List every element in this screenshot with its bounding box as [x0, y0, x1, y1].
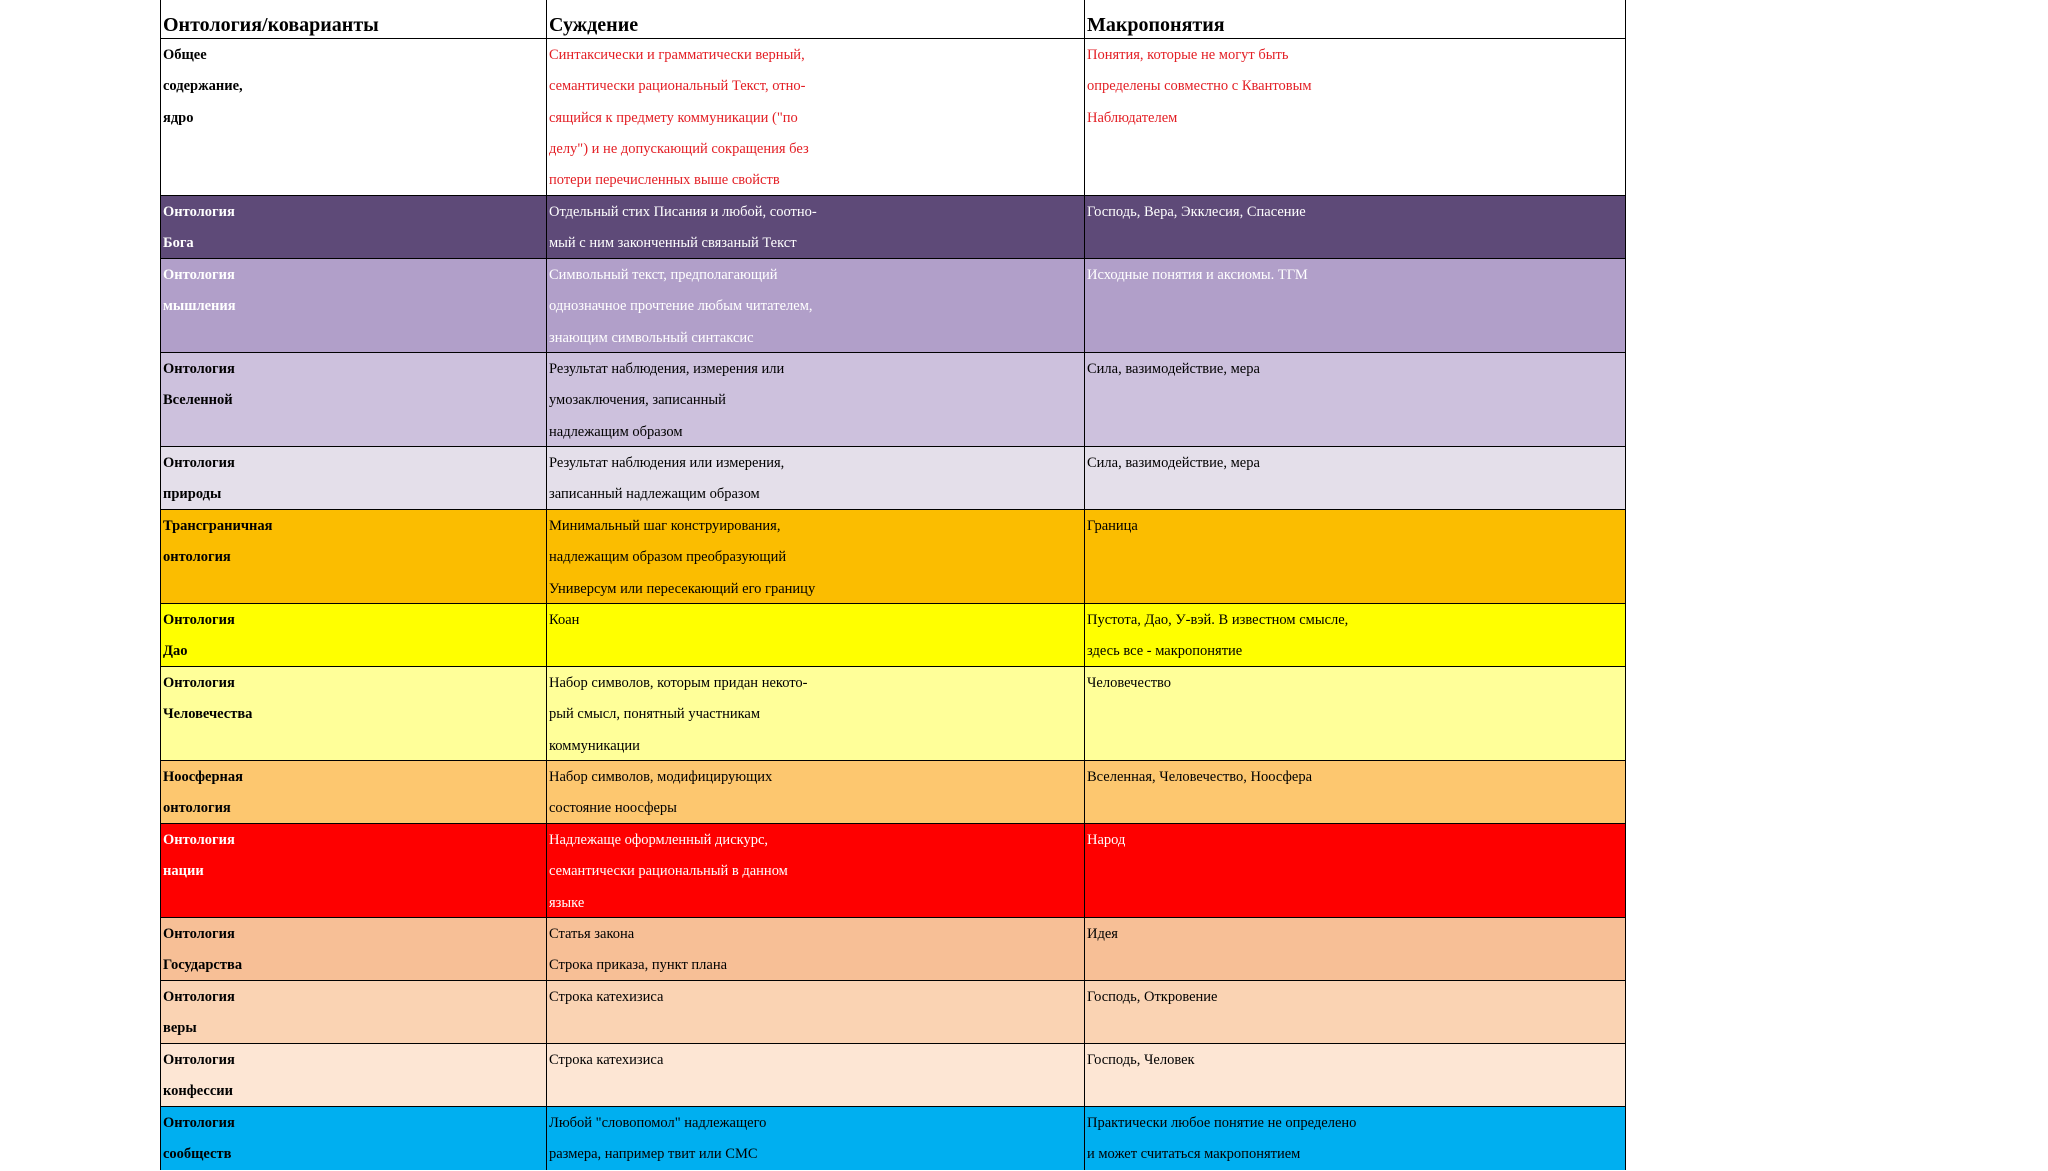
macro-concepts-cell [1085, 824, 1625, 917]
judgment-cell [547, 824, 1085, 917]
judgment-cell-text: Синтаксически и грамматически верный, семантически рациональный Текст, отно- сящийся к предмету коммуникации ("по делу") и не допускающий сокращения без потери перечисленных выше свойств [549, 47, 809, 189]
macro-concepts-cell [1085, 353, 1625, 446]
ontology-cell [161, 196, 547, 258]
judgment-cell-text: Надлежаще оформленный дискурс, семантически рациональный в данном языке [549, 832, 788, 911]
table-row [161, 353, 1625, 447]
ontology-cell [161, 981, 547, 1043]
macro-concepts-cell [1085, 1107, 1625, 1170]
table-row [161, 981, 1625, 1044]
macro-concepts-cell [1085, 981, 1625, 1043]
table-row [161, 761, 1625, 824]
table-row [161, 39, 1625, 196]
table-row [161, 447, 1625, 510]
ontology-cell [161, 259, 547, 352]
judgment-cell [547, 353, 1085, 446]
macro-concepts-cell [1085, 667, 1625, 760]
judgment-cell [547, 1044, 1085, 1106]
table-row [161, 196, 1625, 259]
judgment-cell-text: Коан [549, 612, 580, 628]
macro-concepts-cell-text: Человечество [1087, 675, 1172, 691]
macro-concepts-cell-text: Понятия, которые не могут быть определены совместно с Квантовым Наблюдателем [1087, 47, 1312, 126]
ontology-cell [161, 604, 547, 666]
ontology-cell-text: Онтология мышления [163, 267, 236, 315]
ontology-cell-text: Трансграничная онтология [163, 518, 273, 566]
ontology-cell [161, 667, 547, 760]
judgment-cell [547, 918, 1085, 980]
judgment-cell [547, 39, 1085, 195]
ontology-cell-text: Онтология веры [163, 989, 235, 1037]
macro-concepts-cell [1085, 196, 1625, 258]
ontology-cell-text: Онтология Дао [163, 612, 235, 660]
ontology-cell [161, 39, 547, 195]
judgment-cell-text: Символьный текст, предполагающий однозначное прочтение любым читателем, знающим символьный синтаксис [549, 267, 813, 346]
judgment-cell-text: Строка катехизиса [549, 1052, 664, 1068]
table-row [161, 918, 1625, 981]
judgment-cell-text: Набор символов, модифицирующих состояние ноосферы [549, 769, 773, 817]
judgment-cell-text: Набор символов, которым придан некото- рый смысл, понятный участникам коммуникации [549, 675, 808, 754]
macro-concepts-cell [1085, 39, 1625, 195]
ontology-cell [161, 353, 547, 446]
judgment-cell [547, 1107, 1085, 1170]
judgment-cell-text: Любой "словопомол" надлежащего размера, например твит или СМС [549, 1115, 767, 1163]
macro-concepts-cell-text: Сила, вазимодействие, мера [1087, 361, 1260, 377]
macro-concepts-cell-text: Господь, Человек [1087, 1052, 1195, 1068]
ontology-cell [161, 1107, 547, 1170]
macro-concepts-cell [1085, 918, 1625, 980]
ontology-cell-text: Онтология Вселенной [163, 361, 235, 409]
macro-concepts-cell [1085, 447, 1625, 509]
table-row [161, 1044, 1625, 1107]
table-row [161, 667, 1625, 761]
ontology-cell-text: Онтология конфессии [163, 1052, 235, 1100]
ontology-cell-text: Ноосферная онтология [163, 769, 244, 817]
judgment-cell-text: Минимальный шаг конструирования, надлежащим образом преобразующий Универсум или пересекающий его границу [549, 518, 816, 597]
judgment-cell-text: Строка катехизиса [549, 989, 664, 1005]
judgment-cell-text: Результат наблюдения или измерения, записанный надлежащим образом [549, 455, 785, 503]
macro-concepts-cell-text: Господь, Вера, Экклесия, Спасение [1087, 204, 1306, 220]
ontology-cell-text: Онтология Человечества [163, 675, 253, 723]
macro-concepts-cell [1085, 259, 1625, 352]
macro-concepts-cell-text: Исходные понятия и аксиомы. ТГМ [1087, 267, 1308, 283]
macro-concepts-cell-text: Идея [1087, 926, 1118, 942]
header-ontology: Онтология/коварианты [161, 0, 547, 38]
ontology-cell-text: Онтология нации [163, 832, 235, 880]
judgment-cell [547, 259, 1085, 352]
judgment-cell [547, 667, 1085, 760]
ontology-cell [161, 918, 547, 980]
ontology-cell [161, 510, 547, 603]
macro-concepts-cell [1085, 1044, 1625, 1106]
ontology-cell [161, 761, 547, 823]
macro-concepts-cell-text: Пустота, Дао, У-вэй. В известном смысле, здесь все - макропонятие [1087, 612, 1349, 660]
judgment-cell [547, 761, 1085, 823]
macro-concepts-cell [1085, 761, 1625, 823]
macro-concepts-cell [1085, 604, 1625, 666]
ontology-cell-text: Онтология сообществ [163, 1115, 235, 1163]
ontology-table [160, 0, 1626, 1170]
macro-concepts-cell-text: Вселенная, Человечество, Ноосфера [1087, 769, 1313, 785]
header-judgment: Суждение [547, 0, 1085, 38]
macro-concepts-cell-text: Сила, вазимодействие, мера [1087, 455, 1260, 471]
ontology-cell-text: Онтология Бога [163, 204, 235, 252]
ontology-cell [161, 824, 547, 917]
ontology-cell [161, 447, 547, 509]
judgment-cell-text: Отдельный стих Писания и любой, соотно- мый с ним законченный связаный Текст [549, 204, 817, 252]
macro-concepts-cell-text: Народ [1087, 832, 1126, 848]
macro-concepts-cell-text: Граница [1087, 518, 1138, 534]
macro-concepts-cell-text: Господь, Откровение [1087, 989, 1218, 1005]
table-row [161, 259, 1625, 353]
judgment-cell [547, 604, 1085, 666]
ontology-cell-text: Общее содержание, ядро [163, 47, 243, 126]
table-row [161, 604, 1625, 667]
table-row [161, 510, 1625, 604]
judgment-cell [547, 510, 1085, 603]
macro-concepts-cell-text: Практически любое понятие не определено и может считаться макропонятием [1087, 1115, 1357, 1163]
header-macro-concepts: Макропонятия [1087, 14, 1225, 36]
ontology-cell-text: Онтология природы [163, 455, 235, 503]
ontology-cell-text: Онтология Государства [163, 926, 243, 974]
table-row [161, 824, 1625, 918]
judgment-cell-text: Статья закона Строка приказа, пункт плана [549, 926, 728, 974]
judgment-cell [547, 447, 1085, 509]
judgment-cell [547, 981, 1085, 1043]
macro-concepts-cell [1085, 510, 1625, 603]
table-header [161, 0, 1625, 39]
judgment-cell-text: Результат наблюдения, измерения или умозаключения, записанный надлежащим образом [549, 361, 785, 440]
ontology-cell [161, 1044, 547, 1106]
table-body [161, 39, 1625, 1170]
table-row [161, 1107, 1625, 1170]
judgment-cell [547, 196, 1085, 258]
